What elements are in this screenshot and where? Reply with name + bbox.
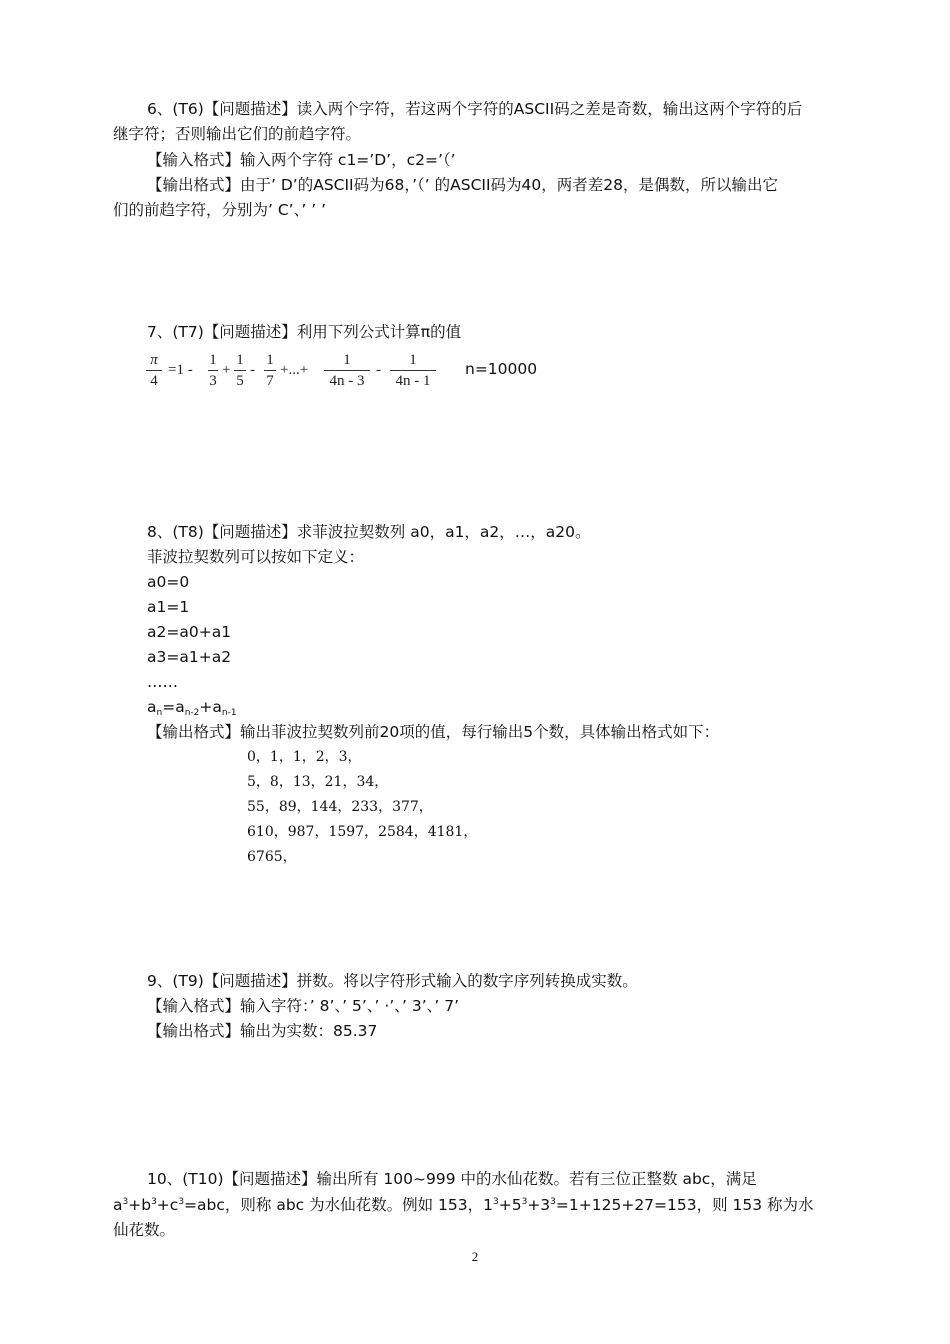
pi-formula: π 4 =1 - 1 3 + 1 5 - 1 7 +...+ 1 4n - 3 - 1 4n - 1 bbox=[146, 350, 566, 400]
fib-def-0: a0=0 bbox=[147, 573, 190, 591]
fib-def-2: a2=a0+a1 bbox=[147, 623, 232, 641]
fib-row-1: 0，1，1，2，3， bbox=[247, 749, 362, 765]
q8-line-2: 菲波拉契数列可以按如下定义： bbox=[147, 548, 365, 566]
q10-line-2: $a^3+b^3+c^3=abc$，则称 abc 为水仙花数。例如 153，$1^3+5^3+3^3=1+125+27=153$，则 153 称为水 bbox=[113, 1196, 814, 1214]
q9-line-1: 9、(T9)【问题描述】拼数。将以字符形式输入的数字序列转换成实数。 bbox=[147, 972, 638, 990]
q8-line-1: 8、(T8)【问题描述】求菲波拉契数列 a0，a1，a2，…，a20。 bbox=[147, 523, 591, 541]
fib-row-4: 610，987，1597，2584，4181， bbox=[247, 824, 478, 840]
frac-1-4n-3: 1 4n - 3 bbox=[324, 350, 370, 391]
page-number: 2 bbox=[471, 1249, 479, 1264]
n-value: n=10000 bbox=[465, 360, 538, 378]
q6-line-4: 【输出格式】由于’ D’的ASCII码为68，’（’ 的ASCII码为40，两者差28，是偶数，所以输出它 bbox=[147, 176, 778, 194]
fib-row-3: 55，89，144，233，377， bbox=[247, 799, 433, 815]
q10-line-1: 10、(T10)【问题描述】输出所有 100~999 中的水仙花数。若有三位正整数 abc，满足 bbox=[147, 1170, 757, 1188]
fib-def-1: a1=1 bbox=[147, 598, 190, 616]
frac-1-5: 1 5 bbox=[234, 350, 246, 391]
fib-row-5: 6765， bbox=[247, 849, 297, 865]
q8-output-format: 【输出格式】输出菲波拉契数列前20项的值，每行输出5个数，具体输出格式如下： bbox=[147, 723, 720, 741]
q6-line-3: 【输入格式】输入两个字符 c1=’D’，c2=’（’ bbox=[147, 151, 456, 169]
fib-def-an: $a_n=a_{n-2}+a_{n-1}$ bbox=[147, 698, 237, 718]
fib-def-ellipsis: …… bbox=[147, 673, 178, 691]
fib-row-2: 5，8，13，21，34， bbox=[247, 774, 389, 790]
frac-1-3: 1 3 bbox=[209, 352, 217, 389]
frac-1-4n-1: 1 4n - 1 bbox=[390, 350, 436, 391]
frac-lhs: π 4 bbox=[146, 350, 162, 391]
fib-def-3: a3=a1+a2 bbox=[147, 648, 232, 666]
q6-line-1: 6、(T6)【问题描述】读入两个字符，若这两个字符的ASCII码之差是奇数，输出这两个字符的后 bbox=[147, 100, 803, 118]
frac-1-7: 1 7 bbox=[264, 350, 276, 391]
q9-line-2: 【输入格式】输入字符：’ 8’、’ 5’、’ ·’、’ 3’、’ 7’ bbox=[147, 997, 460, 1015]
q6-line-2: 继字符；否则输出它们的前趋字符。 bbox=[113, 125, 362, 143]
q7-line-1: 7、(T7)【问题描述】利用下列公式计算π的值 bbox=[147, 323, 462, 341]
q6-line-5: 们的前趋字符，分别为’ C’、’ ’ ’ bbox=[113, 201, 326, 219]
q10-line-3: 仙花数。 bbox=[113, 1221, 176, 1239]
q9-line-3: 【输出格式】输出为实数：85.37 bbox=[147, 1022, 378, 1040]
